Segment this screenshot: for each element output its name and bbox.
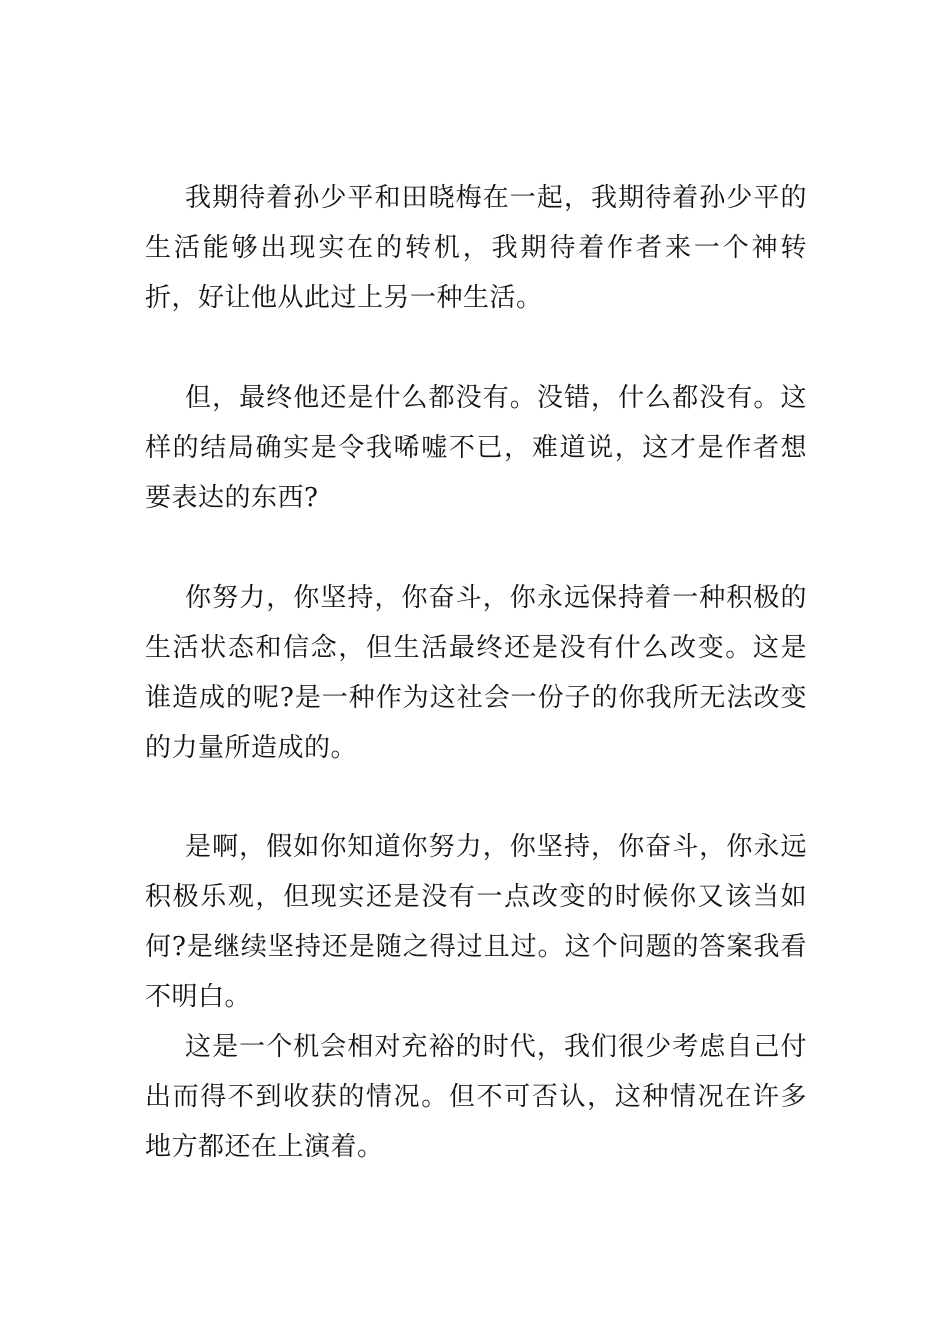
paragraph-4: 是啊，假如你知道你努力，你坚持，你奋斗，你永远积极乐观，但现实还是没有一点改变的时候你又该当如何?是继续坚持还是随之得过且过。这个问题的答案我看不明白。	[145, 832, 807, 1012]
paragraph-3: 你努力，你坚持，你奋斗，你永远保持着一种积极的生活状态和信念，但生活最终还是没有什么改变。这是谁造成的呢?是一种作为这社会一份子的你我所无法改变的力量所造成的。	[145, 583, 807, 763]
paragraph-2: 但，最终他还是什么都没有。没错，什么都没有。这样的结局确实是令我唏嘘不已，难道说，这才是作者想要表达的东西?	[145, 383, 807, 513]
paragraph-5: 这是一个机会相对充裕的时代，我们很少考虑自己付出而得不到收获的情况。但不可否认，这种情况在许多地方都还在上演着。	[145, 1032, 807, 1162]
paragraph-1: 我期待着孙少平和田晓梅在一起，我期待着孙少平的生活能够出现实在的转机，我期待着作者来一个神转折，好让他从此过上另一种生活。	[145, 183, 807, 313]
